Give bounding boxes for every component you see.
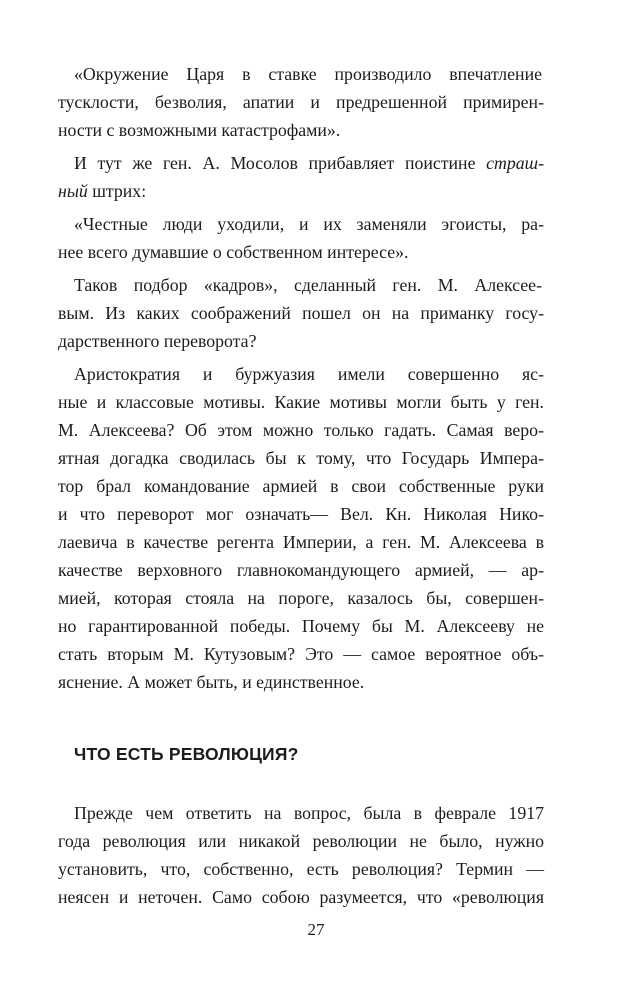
- section-heading: ЧТО ЕСТЬ РЕВОЛЮЦИЯ?: [74, 744, 299, 764]
- text-line: установить, что, собственно, есть революция? Термин —: [58, 859, 544, 879]
- text-line: вым. Из каких соображений пошел он на приманку госу-: [58, 303, 544, 323]
- text-line: «Честные люди уходили, и их заменяли эгоисты, ра-: [74, 214, 544, 234]
- text-line: яснение. А может быть, и единственное.: [58, 672, 365, 692]
- text-line: но гарантированной победы. Почему бы М. Алексееву не: [58, 616, 544, 636]
- text-line: мией, которая стояла на пороге, казалось бы, совершен-: [58, 588, 544, 608]
- text-line: ятная догадка сводилась бы к тому, что Государь Импера-: [58, 448, 544, 468]
- text-line: качестве верховного главнокомандующего армией, — ар-: [58, 560, 544, 580]
- text-line: Таков подбор «кадров», сделанный ген. М. Алексее-: [74, 275, 542, 295]
- text-line: тор брал командование армией в свои собственные руки: [58, 476, 544, 496]
- text-line: тусклости, безволия, апатии и предрешенной примирен-: [58, 92, 544, 112]
- text-line: стать вторым М. Кутузовым? Это — самое вероятное объ-: [58, 644, 544, 664]
- text-line: года революция или никакой революции не было, нужно: [58, 831, 544, 851]
- text-line-part: штрих:: [87, 181, 147, 201]
- text-line: «Окружение Царя в ставке производило впечатление: [74, 64, 542, 84]
- text-line: дарственного переворота?: [58, 331, 257, 351]
- page-number: 27: [307, 920, 325, 939]
- text-line: М. Алексеева? Об этом можно только гадать. Самая веро-: [58, 420, 544, 440]
- text-line: [74, 149, 544, 177]
- text-line: лаевича в качестве регента Империи, а ген. М. Алексеева в: [58, 532, 544, 552]
- text-line: неясен и неточен. Само собою разумеется, что «революция: [58, 887, 544, 907]
- text-line: нее всего думавшие о собственном интересе».: [58, 242, 409, 262]
- text-line: Прежде чем ответить на вопрос, была в феврале 1917: [74, 803, 544, 823]
- text-line: ности с возможными катастрофами».: [58, 120, 341, 140]
- text-line-part: И тут же ген. А. Мосолов прибавляет поистине: [74, 153, 487, 173]
- italic-word: ный: [58, 181, 88, 201]
- text-line: и что переворот мог означать— Вел. Кн. Николая Нико-: [58, 504, 544, 524]
- text-line: ные и классовые мотивы. Какие мотивы могли быть у ген.: [58, 392, 544, 412]
- text-line: [58, 177, 544, 205]
- text-line: Аристократия и буржуазия имели совершенно яс-: [74, 364, 544, 384]
- italic-word: страш-: [486, 153, 544, 173]
